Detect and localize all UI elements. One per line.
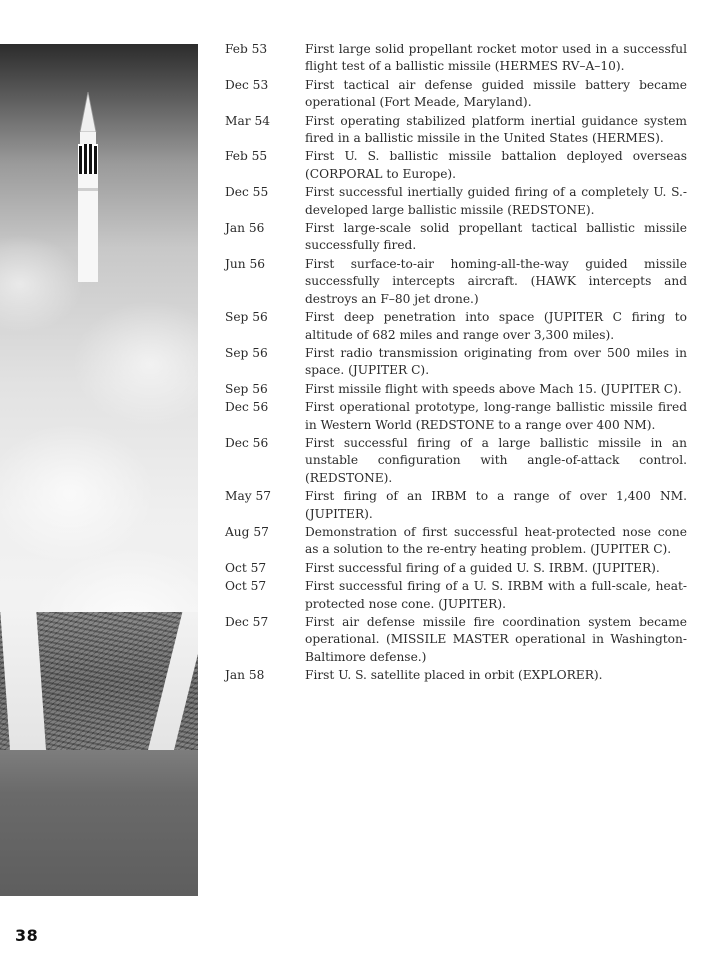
chronology-entry — [225, 614, 687, 666]
entry-date: Dec 55 — [225, 185, 269, 200]
entry-date: Sep 56 — [225, 381, 268, 396]
entry-text: First successful inertially guided firing of a completely U. S.-developed large ballistic missile (REDSTONE). — [305, 185, 687, 217]
entry-date: Mar 54 — [225, 113, 270, 128]
chronology-entry — [225, 113, 687, 148]
chronology-entry — [225, 77, 687, 112]
chronology-entry — [225, 184, 687, 219]
entry-text: First large solid propellant rocket motor used in a successful flight test of a ballistic missile (HERMES RV–A–10). — [305, 42, 687, 74]
chronology-entry — [225, 435, 687, 487]
entry-text: First firing of an IRBM to a range of over 1,400 NM. (JUPITER). — [305, 489, 687, 521]
entry-date: Dec 53 — [225, 77, 269, 92]
entry-date: Dec 57 — [225, 615, 269, 629]
entry-text: First deep penetration into space (JUPITER C firing to altitude of 682 miles and range over 3,300 miles). — [305, 310, 687, 342]
entry-text: First operational prototype, long-range ballistic missile fired in Western World (REDSTONE to a range over 400 NM). — [305, 400, 687, 432]
chronology-entry — [225, 399, 687, 434]
chronology-entry — [225, 220, 687, 255]
chronology-entry — [225, 309, 687, 344]
entry-text: First radio transmission originating from over 500 miles in space. (JUPITER C). — [305, 345, 687, 378]
entry-date: Jun 56 — [225, 256, 265, 271]
entry-text: First missile flight with speeds above Mach 15. (JUPITER C). — [305, 381, 682, 396]
chronology-entry — [225, 41, 687, 76]
entry-text: First U. S. satellite placed in orbit (EXPLORER). — [305, 668, 603, 683]
entry-text: First successful firing of a U. S. IRBM with a full-scale, heat-protected nose cone. (JUPITER). — [305, 579, 687, 611]
chronology-entry — [225, 381, 687, 398]
entry-text: First successful firing of a large ballistic missile in an unstable configuration with angle-of-attack control. (REDSTONE). — [305, 435, 687, 485]
entry-text: First surface-to-air homing-all-the-way guided missile successfully intercepts aircraft. (HAWK intercepts and destroys an F–80 jet drone.) — [305, 256, 687, 306]
chronology-list — [225, 41, 687, 686]
chronology-entry — [225, 667, 687, 684]
rocket-icon — [68, 92, 108, 282]
entry-date: Jan 56 — [225, 221, 265, 236]
photo-foreground — [0, 750, 198, 896]
rocket-launch-photo — [0, 44, 198, 896]
chronology-entry — [225, 148, 687, 183]
entry-date: Jan 58 — [225, 668, 265, 683]
chronology-entry — [225, 578, 687, 613]
entry-date: Sep 56 — [225, 345, 268, 360]
entry-text: First air defense missile fire coordination system became operational. (MISSILE MASTER operational in Washington-Baltimore defense.) — [305, 615, 687, 664]
entry-date: Oct 57 — [225, 579, 267, 594]
page-number: 38 — [15, 926, 39, 945]
chronology-entry — [225, 256, 687, 308]
entry-text: First operating stabilized platform inertial guidance system fired in a ballistic missile in the United States (HERMES). — [305, 113, 687, 146]
entry-date: Oct 57 — [225, 560, 267, 575]
chronology-entry — [225, 524, 687, 559]
entry-date: Feb 55 — [225, 149, 268, 164]
entry-text: First successful firing of a guided U. S. IRBM. (JUPITER). — [305, 560, 660, 575]
entry-date: Dec 56 — [225, 435, 269, 450]
entry-text: First tactical air defense guided missile battery became operational (Fort Meade, Maryland). — [305, 77, 687, 110]
entry-date: Dec 56 — [225, 400, 269, 415]
entry-date: Feb 53 — [225, 42, 268, 56]
chronology-entry — [225, 560, 687, 577]
chronology-entry — [225, 345, 687, 380]
entry-text: Demonstration of first successful heat-protected nose cone as a solution to the re-entry heating problem. (JUPITER C). — [305, 524, 687, 557]
entry-date: May 57 — [225, 489, 272, 504]
entry-date: Aug 57 — [225, 524, 269, 539]
entry-text: First U. S. ballistic missile battalion deployed overseas (CORPORAL to Europe). — [305, 149, 687, 181]
entry-date: Sep 56 — [225, 310, 268, 325]
entry-text: First large-scale solid propellant tactical ballistic missile successfully fired. — [305, 221, 687, 253]
chronology-entry — [225, 488, 687, 523]
